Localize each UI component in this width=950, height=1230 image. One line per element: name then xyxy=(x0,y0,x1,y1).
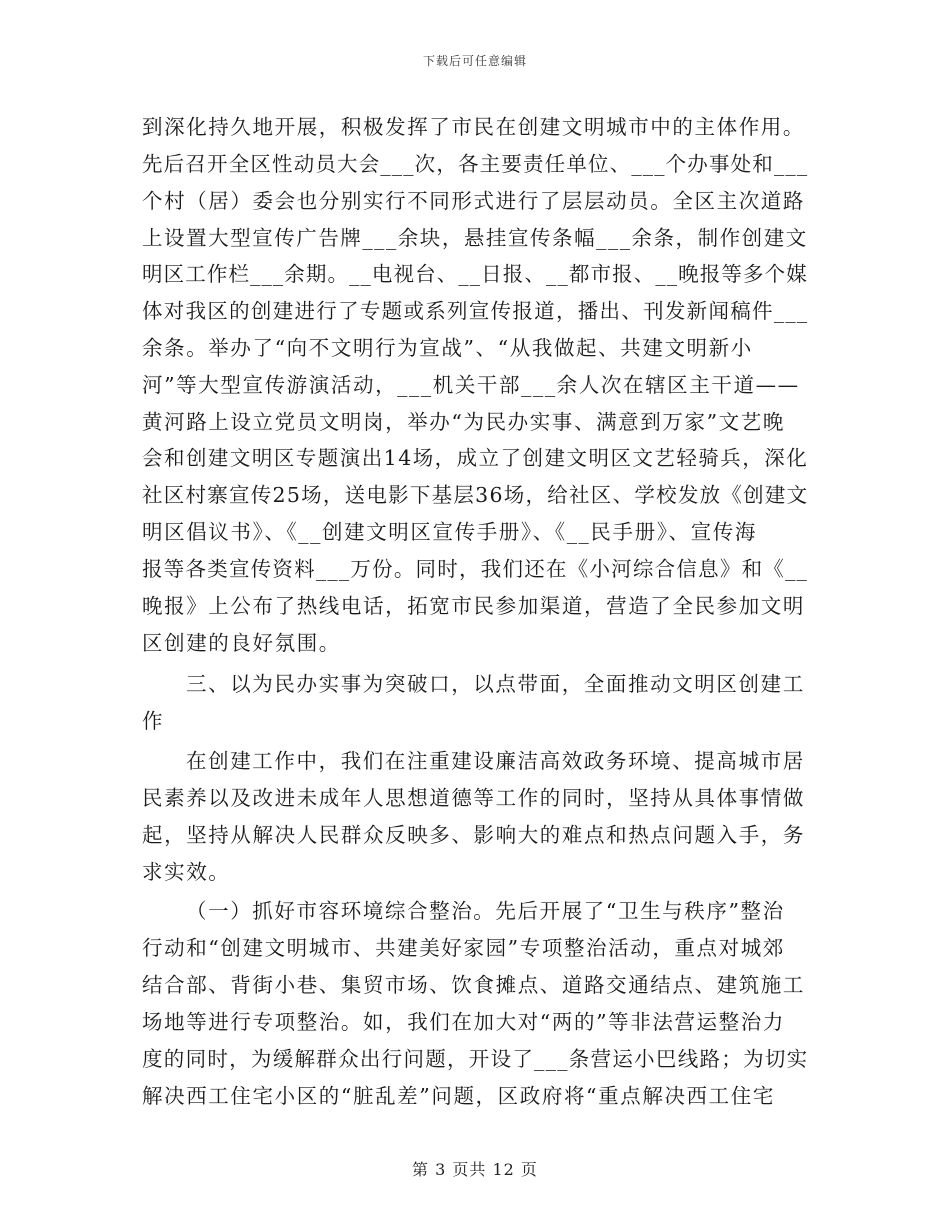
text-line: 民素养以及改进未成年人思想道德等工作的同时，坚持从具体事情做 xyxy=(142,786,805,810)
text-line: 余条。举办了“向不文明行为宣战”、“从我做起、共建文明新小 xyxy=(142,336,753,360)
text-line: 解决西工住宅小区的“脏乱差”问题，区政府将“重点解决西工住宅 xyxy=(142,1084,775,1108)
page-header: 下载后可任意编辑 xyxy=(422,54,527,68)
text-line: 个村（居）委会也分别实行不同形式进行了层层动员。全区主次道路 xyxy=(142,189,805,213)
text-line: 社区村寨宣传25场，送电影下基层36场，给社区、学校发放《创建文 xyxy=(142,483,809,507)
text-line: 体对我区的创建进行了专题或系列宣传报道，播出、刊发新闻稿件___ xyxy=(142,299,809,323)
subsection-heading: （一）抓好市容环境综合整治。先后开展了“卫生与秩序”整治 xyxy=(186,899,785,923)
text-line: 先后召开全区性动员大会___次，各主要责任单位、___个办事处和___ xyxy=(142,152,809,176)
section-heading: 作 xyxy=(142,709,165,733)
text-line: 晚报》上公布了热线电话，拓宽市民参加渠道，营造了全民参加文明 xyxy=(142,594,805,618)
page-footer: 第 3 页共 12 页 xyxy=(412,1160,538,1179)
text-line: 到深化持久地开展，积极发挥了市民在创建文明城市中的主体作用。 xyxy=(142,115,805,139)
text-line: 上设置大型宣传广告牌___余块，悬挂宣传条幅___余条，制作创建文 xyxy=(142,226,808,250)
text-line: 会和创建文明区专题演出14场，成立了创建文明区文艺轻骑兵，深化 xyxy=(142,446,809,470)
text-line: 黄河路上设立党员文明岗，举办“为民办实事、满意到万家”文艺晚 xyxy=(142,410,785,434)
text-line: 在创建工作中，我们在注重建设廉洁高效政务环境、提高城市居 xyxy=(186,749,805,773)
text-line: 报等各类宣传资料___万份。同时，我们还在《小河综合信息》和《__ xyxy=(142,557,809,581)
text-line: 求实效。 xyxy=(142,860,231,884)
text-line: 场地等进行专项整治。如，我们在加大对“两的”等非法营运整治力 xyxy=(142,1010,785,1034)
text-line: 区创建的良好氛围。 xyxy=(142,631,341,655)
text-line: 明区工作栏___余期。__电视台、__日报、__都市报、__晚报等多个媒 xyxy=(142,262,808,286)
section-heading: 三、以为民办实事为突破口，以点带面，全面推动文明区创建工 xyxy=(186,672,805,696)
text-line: 河”等大型宣传游演活动，___机关干部___余人次在辖区主干道—— xyxy=(142,373,800,397)
text-line: 结合部、背街小巷、集贸市场、饮食摊点、道路交通结点、建筑施工 xyxy=(142,973,805,997)
text-line: 行动和“创建文明城市、共建美好家园”专项整治活动，重点对城郊 xyxy=(142,936,785,960)
text-line: 明区倡议书》、《__创建文明区宣传手册》、《__民手册》、宣传海 xyxy=(142,520,757,544)
text-line: 度的同时，为缓解群众出行问题，开设了___条营运小巴线路；为切实 xyxy=(142,1047,809,1071)
text-line: 起，坚持从解决人民群众反映多、影响大的难点和热点问题入手，务 xyxy=(142,823,805,847)
